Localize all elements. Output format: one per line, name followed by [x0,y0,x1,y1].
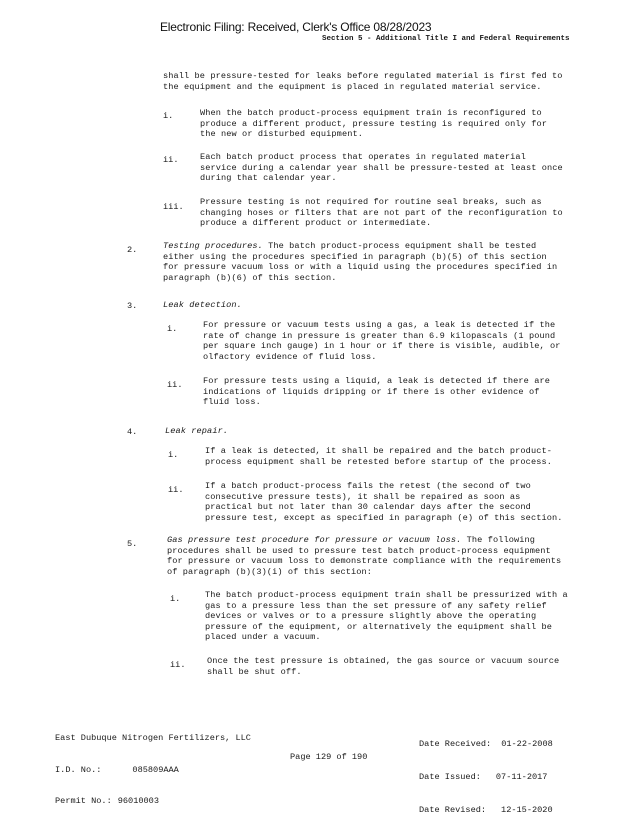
permit-info [55,712,251,828]
id-number: I.D. No.: 085809AAA [55,764,179,775]
text-line: Pressure testing is not required for routine seal breaks, such as [200,197,542,207]
item-title: Leak detection. [163,300,242,310]
subitem-number: ii. [168,485,184,495]
text-line: For pressure tests using a liquid, a leak is detected if there are [203,376,550,386]
subitem-paragraph [200,197,605,229]
item-title: Gas pressure test procedure for pressure or vacuum loss. [167,535,462,545]
text-line: the new or disturbed equipment. [200,129,363,139]
subitem-number: ii. [170,660,186,670]
subitem-paragraph [203,320,603,362]
text-line: devices or valves or to a pressure slightly above the operating [205,611,537,621]
item-title: Testing procedures. [163,241,263,251]
item-number: 5. [127,539,138,549]
text-line: service during a calendar year shall be pressure-tested at least once [200,162,563,173]
text-line: olfactory evidence of fluid loss. [203,351,377,362]
item-number: 2. [127,245,138,255]
text-line: pressure test, except as specified in paragraph (e) of this section. [205,512,563,523]
text-line: indications of liquids dripping or if there is other evidence of [203,386,540,397]
text-line: gas to a pressure less than the set pressure of any safety relief [205,600,547,611]
text-line: consecutive pressure tests), it shall be repaired as soon as [205,491,521,502]
subitem-number: ii. [167,380,183,390]
text-line: If a leak is detected, it shall be repaired and the batch product- [205,446,552,456]
text-line: procedures shall be used to pressure test batch product-process equipment [167,545,551,556]
text-line: of paragraph (b)(3)(i) of this section: [167,566,373,577]
item-paragraph [167,535,607,577]
company-name: East Dubuque Nitrogen Fertilizers, LLC [55,733,251,743]
text-line: produce a different product, pressure testing is required only for [200,118,547,129]
subitem-paragraph [205,590,610,643]
text-line: For pressure or vacuum tests using a gas, a leak is detected if the [203,320,556,330]
subitem-number: ii. [163,155,179,165]
text-line: for pressure or vacuum loss to demonstrate compliance with the requirements [167,556,562,566]
subitem-paragraph [203,376,603,408]
item-paragraph [163,241,603,283]
text-line: either using the procedures specified in paragraph (b)(5) of this section [163,251,547,262]
text-line: When the batch product-process equipment train is reconfigured to [200,108,542,118]
text-line: fluid loss. [203,397,261,407]
text-line: If a batch product-process fails the retest (the second of two [205,481,531,491]
text-line: changing hoses or filters that are not part of the reconfiguration to [200,207,563,218]
subitem-paragraph [207,656,607,677]
text-line: pressure of the equipment, or alternatively the equipment shall be [205,621,552,632]
subitem-number: i. [170,594,181,604]
item-title: Leak repair. [165,426,229,436]
item-number: 4. [127,427,138,437]
text-line: practical but not later than 30 calendar days after the second [205,502,531,512]
subitem-paragraph [205,481,610,523]
section-header: Section 5 - Additional Title I and Federal Requirements [322,35,570,43]
text-line: rate of change in pressure is greater than 6.9 kilopascals (1 pound [203,330,556,341]
date-received: Date Received: 01-22-2008 [419,739,553,749]
subitem-number: i. [168,450,179,460]
subitem-paragraph [205,446,605,467]
text-line: placed under a vacuum. [205,632,321,642]
text-line: per square inch gauge) in 1 hour or if there is visible, audible, or [203,341,561,351]
date-revised: Date Revised: 12-15-2020 [419,805,553,815]
subitem-paragraph [200,152,600,184]
intro-paragraph [163,71,603,92]
text-line: paragraph (b)(6) of this section. [163,272,337,283]
text-line: The batch product-process equipment train shall be pressurized with a [205,590,568,600]
page-number: Page 129 of 190 [290,752,368,762]
text-line: produce a different product or intermediate. [200,218,432,228]
text-line: during that calendar year. [200,173,337,183]
subitem-number: iii. [163,202,184,212]
subitem-number: i. [167,324,178,334]
permit-number: Permit No.: 96010003 [55,796,159,806]
date-issued: Date Issued: 07-11-2017 [419,772,548,782]
text-line: Each batch product process that operates in regulated material [200,152,526,162]
electronic-filing-stamp: Electronic Filing: Received, Clerk's Office 08/28/2023 [160,20,432,34]
subitem-number: i. [163,111,174,121]
text-line: Once the test pressure is obtained, the gas source or vacuum source [207,656,560,666]
text-line: the equipment and the equipment is placed in regulated material service. [163,81,542,92]
text-line: for pressure vacuum loss or with a liquid using the procedures specified in [163,262,558,272]
text-line: process equipment shall be retested before startup of the process. [205,456,552,467]
date-info [419,717,553,838]
text-line: Testing procedures. The batch product-process equipment shall be tested [163,241,537,251]
text-line: shall be pressure-tested for leaks before regulated material is first fed to [163,71,563,81]
item-number: 3. [127,301,138,311]
text-line: shall be shut off. [207,666,302,677]
text-line: Gas pressure test procedure for pressure or vacuum loss. The following [167,535,536,545]
subitem-paragraph [200,108,600,140]
